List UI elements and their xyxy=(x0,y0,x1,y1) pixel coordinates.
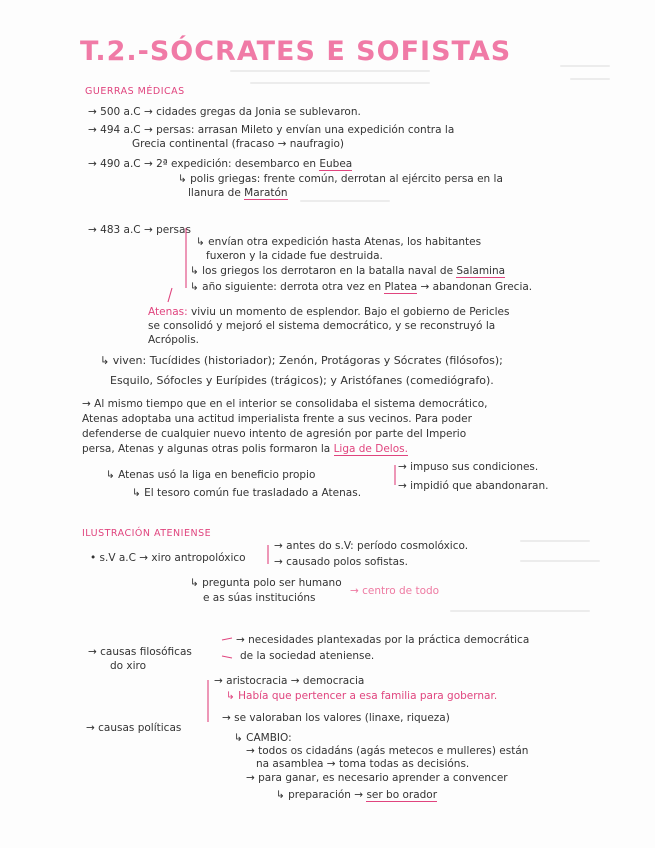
note-text: ↳ preparación → xyxy=(276,789,364,801)
note-line: ↳ viven: Tucídides (historiador); Zenón, Protágoras y Sócrates (filósofos); xyxy=(100,354,503,367)
note-line: na asamblea → toma todas as decisións. xyxy=(256,758,470,770)
bracket-line xyxy=(168,288,172,302)
note-text: → abandonan Grecia. xyxy=(420,281,533,293)
note-line: Atenas adoptaba una actitud imperialista frente a sus vecinos. Para poder xyxy=(82,413,472,425)
note-line: → causado polos sofistas. xyxy=(274,556,408,568)
note-line: ↳ pregunta polo ser humano xyxy=(190,577,342,589)
highlight-term: Maratón xyxy=(244,187,288,199)
highlight-term: Liga de Delos. xyxy=(333,443,408,455)
note-line: Grecia continental (fracaso → naufragio) xyxy=(132,138,345,150)
note-line: • s.V a.C → xiro antropolóxico xyxy=(90,552,246,564)
note-text: persa, Atenas y algunas otras polis formaron la xyxy=(82,443,331,455)
note-line: → se valoraban los valores (linaxe, riqueza) xyxy=(222,712,450,724)
note-line: → aristocracia → democracia xyxy=(214,675,365,687)
note-line: ↳ polis griegas: frente común, derrotan al ejército persa en la xyxy=(178,173,503,185)
note-line: → todos os cidadáns (agás metecos e mulleres) están xyxy=(246,745,529,757)
highlight-term: Salamina xyxy=(456,265,506,277)
note-line: → antes do s.V: período cosmolóxico. xyxy=(274,540,469,552)
note-line: ↳ El tesoro común fue trasladado a Atenas. xyxy=(132,487,362,499)
bracket-line xyxy=(222,638,232,640)
note-text: ↳ los griegos los derrotaron en la batalla naval de xyxy=(190,265,454,277)
note-line: Acrópolis. xyxy=(148,334,200,346)
note-text: ↳ año siguiente: derrota otra vez en xyxy=(190,281,382,293)
note-line: → Al mismo tiempo que en el interior se consolidaba el sistema democrático, xyxy=(82,398,488,410)
note-line: → causas políticas xyxy=(86,722,182,734)
note-text: → 490 a.C → 2ª expedición: desembarco en xyxy=(88,158,317,170)
note-line: → 494 a.C → persas: arrasan Mileto y envían una expedición contra la xyxy=(88,124,455,136)
note-line: ↳ Atenas usó la liga en beneficio propio xyxy=(106,469,316,481)
note-line: → impidió que abandonaran. xyxy=(398,480,549,492)
note-line: de la sociedad ateniense. xyxy=(240,650,375,662)
note-line: ↳ envían otra expedición hasta Atenas, los habitantes xyxy=(196,236,482,248)
highlight-term: ser bo orador xyxy=(366,789,438,801)
highlight-term: Platea xyxy=(384,281,418,293)
atenas-label: Atenas: xyxy=(148,306,188,318)
note-line: defenderse de cualquier nuevo intento de agresión por parte del Imperio xyxy=(82,428,467,440)
note-line: ↳ Había que pertencer a esa familia para gobernar. xyxy=(226,690,498,702)
note-line: se consolidó y mejoró el sistema democrático, y se reconstruyó la xyxy=(148,320,496,332)
highlight-term: Eubea xyxy=(319,158,353,170)
note-line: e as súas institucións xyxy=(203,592,316,604)
note-line: do xiro xyxy=(110,660,147,672)
note-text: viviu un momento de esplendor. Bajo el gobierno de Pericles xyxy=(191,306,510,318)
section-heading-ilustracion: ILUSTRACIÓN ATENIENSE xyxy=(82,528,212,539)
note-line: → centro de todo xyxy=(350,585,440,597)
note-line: ↳ CAMBIO: xyxy=(234,732,292,744)
page-title: T.2.-SÓCRATES E SOFISTAS xyxy=(80,36,512,67)
section-heading-guerras: GUERRAS MÉDICAS xyxy=(85,86,185,97)
note-line: → 500 a.C → cidades gregas da Jonia se sublevaron. xyxy=(88,106,361,118)
note-text: llanura de xyxy=(188,187,241,199)
bracket-line xyxy=(222,656,232,658)
note-line: → impuso sus condiciones. xyxy=(398,461,539,473)
note-line: fuxeron y la cidade fue destruida. xyxy=(206,250,383,262)
note-line: → 483 a.C → persas xyxy=(88,224,191,236)
note-line: Esquilo, Sófocles y Eurípides (trágicos); y Aristófanes (comediógrafo). xyxy=(110,374,494,387)
note-line: → necesidades plantexadas por la práctica democrática xyxy=(236,634,530,646)
note-line: → causas filosóficas xyxy=(88,646,192,658)
note-line: → para ganar, es necesario aprender a convencer xyxy=(246,772,508,784)
